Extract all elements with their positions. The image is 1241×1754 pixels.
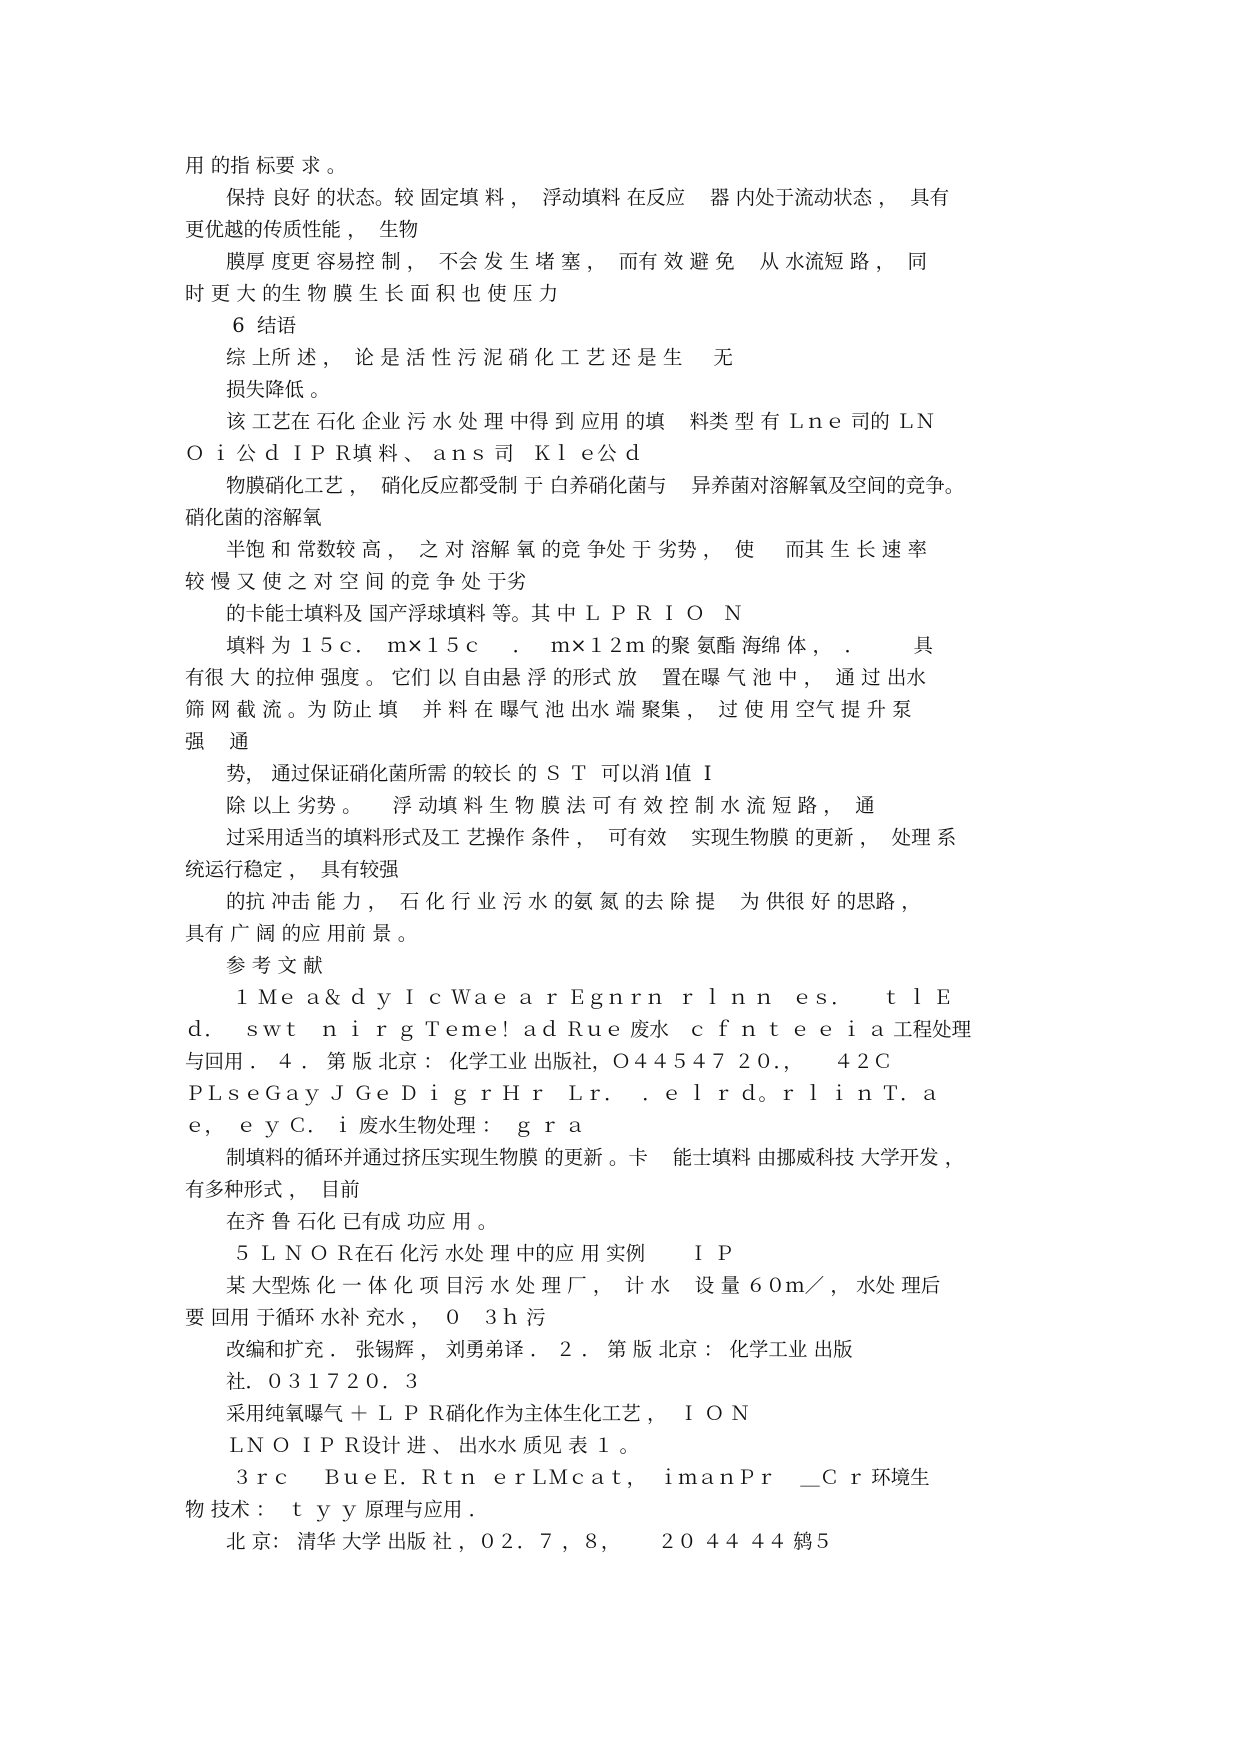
text-line: 具有 广 阔 的应 用前 景 。 [185, 922, 418, 945]
text-line: 北 京： 清华 大学 出版 社 ，０２．７ ，８， ２０ ４４ ４４ 鸫５ [226, 1530, 833, 1553]
text-line: 较 慢 又 使 之 对 空 间 的竞 争 处 于劣 [185, 570, 527, 593]
text-line: 更优越的传质性能 ， 生物 [185, 218, 419, 241]
text-line: 该 工艺在 石化 企业 污 水 处 理 中得 到 应用 的填 料类 型 有 Ｌｎｅ 司的 ＬＮ [226, 410, 935, 433]
text-line: 有多种形式 ， 目前 [185, 1178, 360, 1201]
text-line: 某 大型炼 化 一 体 化 项 目污 水 处 理 厂 ， 计 水 设 量 ６０ｍ／ ， 水处 理后 [226, 1274, 941, 1297]
text-line: 的抗 冲击 能 力 ， 石 化 行 业 污 水 的氨 氮 的去 除 提 为 供很 好 的思路 ， [226, 890, 921, 913]
text-line: 损失降低 。 [226, 378, 330, 401]
text-line: ｄ． ｓｗｔ ｎ ｉ ｒ ｇ Ｔｅｍｅ！ａｄ Ｒｕｅ 废水 ｃ ｆ ｎ ｔ ｅ ｅ ｉ ａ 工程处理 [185, 1018, 972, 1041]
text-line: 过采用适当的填料形式及工 艺操作 条件 ， 可有效 实现生物膜 的更新 ， 处理 系 [226, 826, 957, 849]
text-line: 势， 通过保证硝化菌所需 的较长 的 Ｓ Ｔ 可以消 l值 I [226, 762, 712, 785]
text-line: 筛 网 截 流 。为 防止 填 并 料 在 曝气 池 出水 端 聚集 ， 过 使 用 空气 提 升 泵 [185, 698, 912, 721]
text-line: 硝化菌的溶解氧 [185, 506, 322, 529]
text-line: 要 回用 于循环 水补 充水 ， ０ ３ｈ 污 [185, 1306, 546, 1329]
text-line: 制填料的循环并通过挤压实现生物膜 的更新 。卡 能士填料 由挪威科技 大学开发 ， [226, 1146, 965, 1169]
text-line: 社．０３１７２０．３ [226, 1370, 422, 1393]
text-line: ｅ， ｅ ｙ Ｃ． ｉ 废水生物处理 ： ｇ ｒ ａ [185, 1114, 585, 1137]
text-line: 膜厚 度更 容易控 制 ， 不会 发 生 堵 塞 ， 而有 效 避 免 从 水流短 路 ， 同 [226, 250, 927, 273]
text-line: 改编和扩充 ． 张锡辉 ， 刘勇弟译 ． ２ ． 第 版 北京 ： 化学工业 出版 [226, 1338, 853, 1361]
text-line: 与回用 ． ４ ． 第 版 北京 ： 化学工业 出版社，Ｏ４４５４７ ２０．， ４２Ｃ [185, 1050, 893, 1073]
text-line: ３ｒｃ ＢｕｅＥ．Ｒｔｎ ｅｒＬＭｃａｔ， ｉｍａｎＰｒ ＿Ｃ ｒ 环境生 [226, 1466, 930, 1489]
text-line: 半饱 和 常数较 高 ， 之 对 溶解 氧 的竞 争处 于 劣势 ， 使 而其 生 长 速 率 [226, 538, 927, 561]
text-line: 6 结语 [226, 314, 297, 337]
text-line: ＰＬｓｅＧａｙ Ｊ Ｇｅ Ｄ ｉ ｇ ｒ Ｈ ｒ Ｌｒ． ．ｅ ｌ ｒ ｄ。ｒ ｌ ｉ ｎ Ｔ．ａ [185, 1082, 940, 1105]
text-line: 除 以上 劣势 。 浮 动填 料 生 物 膜 法 可 有 效 控 制 水 流 短 路 ， 通 [226, 794, 875, 817]
text-line: 时 更 大 的生 物 膜 生 长 面 积 也 使 压 力 [185, 282, 559, 305]
text-line: １ Ｍｅ ａ＆ ｄ ｙ Ｉ ｃ Ｗａｅ ａ ｒ Ｅｇｎｒｎ ｒ ｌ ｎ ｎ ｅｓ． ｔ ｌ Ｅ [226, 986, 953, 1009]
text-line: 在齐 鲁 石化 已有成 功应 用 。 [226, 1210, 498, 1233]
text-line: 强 通 [185, 730, 249, 753]
text-line: 有很 大 的拉伸 强度 。 它们 以 自由悬 浮 的形式 放 置在曝 气 池 中 ， 通 过 出水 [185, 666, 926, 689]
text-line: 物膜硝化工艺 ， 硝化反应都受制 于 白养硝化菌与 异养菌对溶解氧及空间的竞争。 [226, 474, 965, 497]
text-line: 填料 为 １５ｃ． ｍ×１５ｃ ． ｍ×１２ｍ 的聚 氨酯 海绵 体 ， ． 具 [226, 634, 934, 657]
text-line: ＬＮ Ｏ ＩＰ Ｒ设计 进 、 出水水 质见 表 １ 。 [226, 1434, 639, 1457]
text-line: 参 考 文 献 [226, 954, 323, 977]
text-line: ５ Ｌ Ｎ Ｏ Ｒ在石 化污 水处 理 中的应 用 实例 Ｉ Ｐ [226, 1242, 734, 1265]
text-line: 综 上所 述 ， 论 是 活 性 污 泥 硝 化 工 艺 还 是 生 无 [226, 346, 733, 369]
text-line: 采用纯氧曝气 ＋ Ｌ Ｐ Ｒ硝化作为主体生化工艺 ， Ｉ Ｏ Ｎ [226, 1402, 750, 1425]
text-line: 保持 良好 的状态。较 固定填 料 ， 浮动填料 在反应 器 内处于流动状态 ， 具有 [226, 186, 950, 209]
text-line: 用 的指 标要 求 。 [185, 154, 347, 177]
text-line: Ｏ ｉ 公 ｄ ＩＰ Ｒ填 料 、 ａｎｓ 司 Ｋｌ ｅ公 ｄ [185, 442, 643, 465]
text-line: 物 技术 ： ｔ ｙ ｙ 原理与应用 ． [185, 1498, 489, 1521]
text-line: 的卡能士填料及 国产浮球填料 等。其 中 Ｌ Ｐ Ｒ Ｉ Ｏ Ｎ [226, 602, 743, 625]
document-body [185, 150, 1075, 1558]
text-line: 统运行稳定 ， 具有较强 [185, 858, 399, 881]
